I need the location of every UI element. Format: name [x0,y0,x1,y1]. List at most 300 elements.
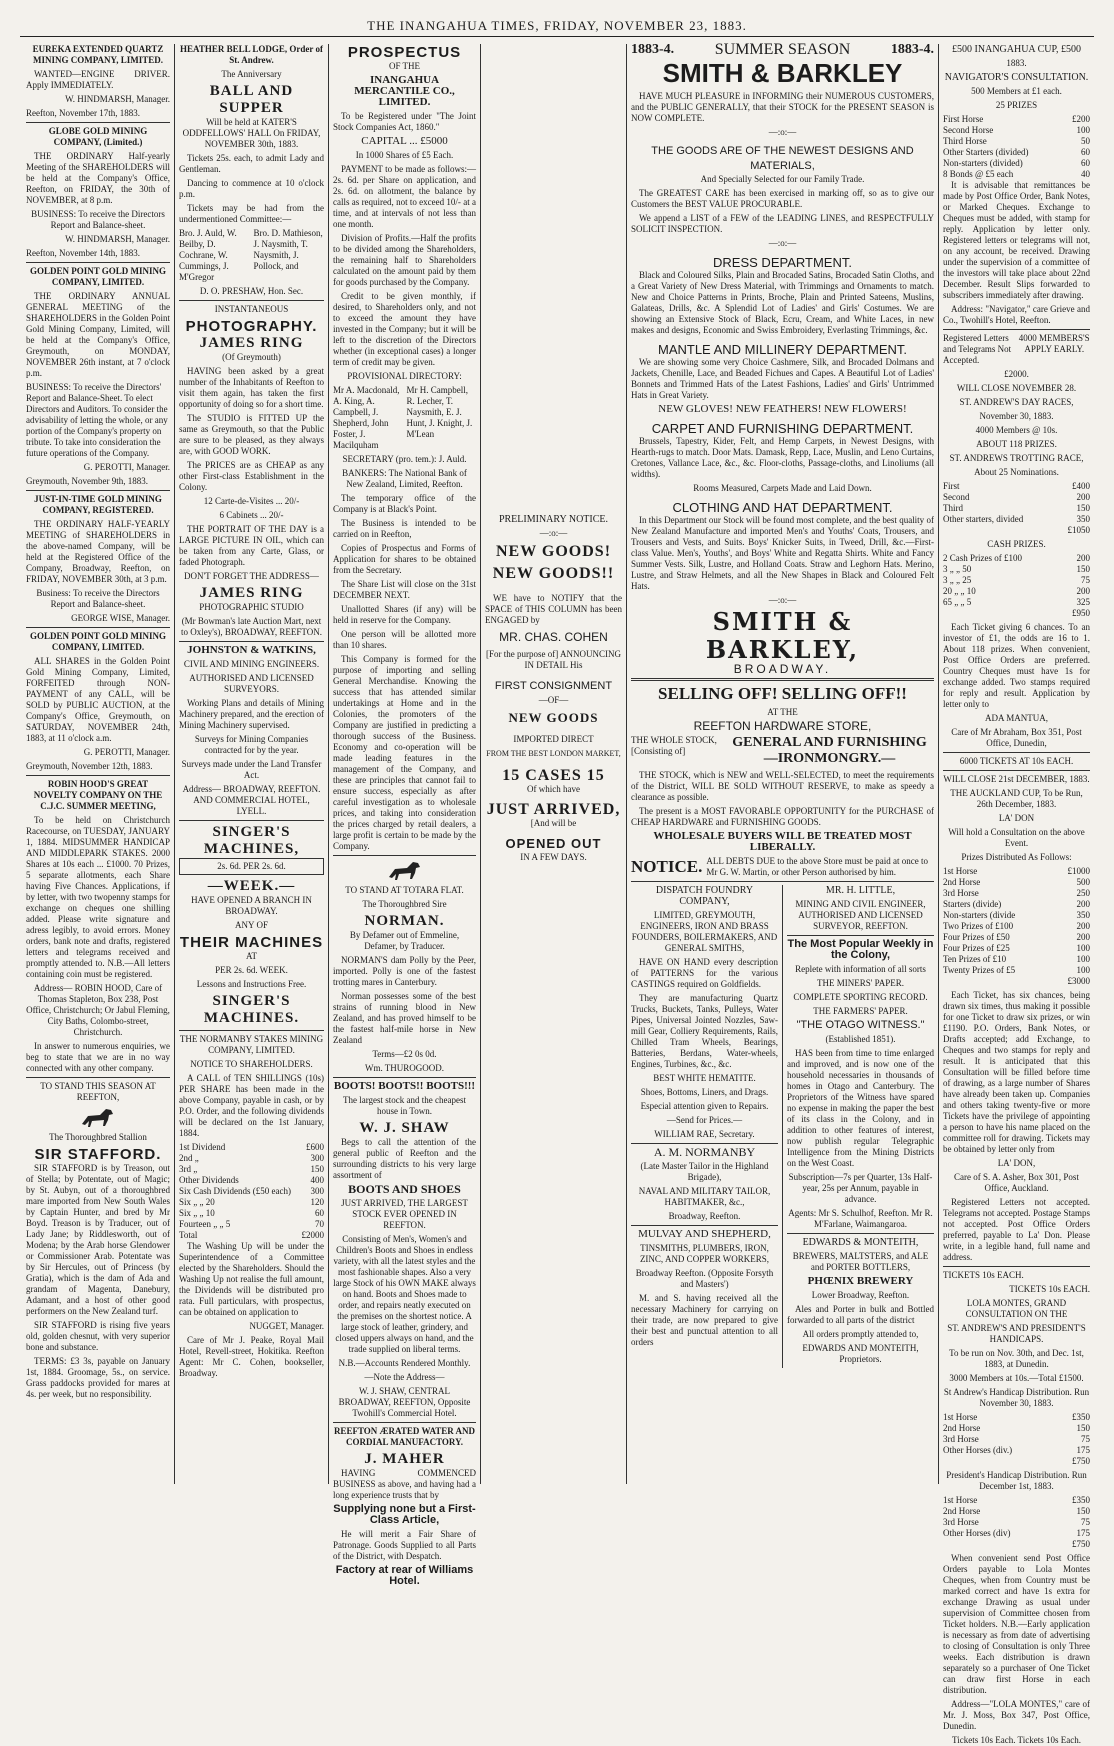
navigator-prizes: 25 PRIZES [995,100,1038,110]
general-furnishing: GENERAL AND FURNISHING —IRONMONGRY.— [732,735,927,766]
little-heading: MR. H. LITTLE, [825,885,896,896]
mulvay-text: M. and S. having received all the necessary Machinery for carrying on their trade, are now prepared to give their best and punctual attention to all orders [631,1293,778,1347]
clothing-heading: CLOTHING AND HAT DEPARTMENT. [672,500,893,515]
registered-amount: £2000. [1004,369,1029,379]
la-don: LA' DON [998,813,1035,823]
prospectus-business: The Business is intended to be carried on in Reefton, [333,518,476,539]
carpet-text: Brussels, Tapestry, Kider, Felt, and Hemp Carpets, in Newest Designs, with Hearth-rugs to match. Door Mats. Damask, Repp, Lace, Muslin, and Leno Curtains, Cretones, Vallance Lace, &c., &c. Floor-cloths, Passage-cloths, and Linoliums (all widths). [631,436,934,479]
jw-text-4: Surveys made under the Land Transfer Act. [181,759,322,780]
dispatch-sub: LIMITED, GREYMOUTH, ENGINEERS, IRON AND BRASS FOUNDERS, BOILERMAKERS, AND GENERAL SMITHS, [631,910,778,953]
list-item-value: 75 [1081,1517,1090,1527]
list-item-value: 200 [1076,921,1090,931]
lola-text: When convenient send Post Office Orders payable to Lola Montes Cheques, when from Country must be marked correct and have 1s extra for exchange Drawing as usual under supervision of Committee chosen from Ticket holders. N.B.—Early application is necessary as from date of advertising to closing of Consultation is only Three weeks. Each distribution is drawn separately so a purchaser of One Ticket can draw first Horse in each distribution. [943,1553,1090,1695]
list-item-value: 300 [310,1153,324,1163]
list-item-label: 3rd „ [179,1164,198,1174]
singer-week: —WEEK.— [207,878,296,894]
list-item [943,965,1090,976]
list-item-label: Four Prizes of £25 [943,943,1010,953]
photo-name: JAMES RING [199,335,304,351]
prospectus-unallotted: Unallotted Shares (if any) will be held in reserve for the Company. [333,604,476,625]
robin-hood-address: Address— ROBIN HOOD, Care of Thomas Stapleton, Box 238, Post Office, Christchurch; Or Jabul Fleming, City Baths, Colombo-street, Christchurch. [26,983,170,1037]
divider [333,855,476,856]
la-don-signature: LA' DON, [997,1158,1036,1168]
lola-run: To be run on Nov. 30th, and Dec. 1st, 1883, at Dunedin. [949,1348,1084,1369]
list-item-value: £600 [306,1142,324,1152]
list-item-value: 150 [1076,1506,1090,1516]
cash-total: £950 [1072,608,1090,618]
prospectus-title: PROSPECTUS [347,44,462,61]
list-item-label: 2 Cash Prizes of £100 [943,553,1022,563]
list-item-value: 100 [1076,954,1090,964]
list-item-value: 200 [1076,586,1090,596]
normanby-dividends [179,1142,324,1241]
divider [943,770,1090,771]
prospectus-company: INANGAHUA MERCANTILE CO., LIMITED. [354,74,455,108]
heather-bell-text: Will be held at KATER'S ODDFELLOWS' HALL On FRIDAY, NOVEMBER 30th, 1883. [182,117,321,149]
list-item [943,921,1090,932]
list-item-value: 70 [315,1219,324,1229]
carpet-heading: CARPET AND FURNISHING DEPARTMENT. [651,421,914,436]
divider [787,935,934,936]
trotting-total: £1050 [1067,525,1090,535]
lola-prize-list-2 [943,1495,1090,1539]
aerated-name: J. MAHER [364,1451,445,1467]
goods-heading: THE GOODS ARE OF THE NEWEST DESIGNS AND MATERIALS, [651,145,914,172]
navigator-address: Address: "Navigator," care Grieve and Co., Twohill's Hotel, Reefton. [943,304,1090,325]
golden-point-2-heading: GOLDEN POINT GOLD MINING COMPANY, LIMITED. [29,631,167,652]
divider [179,1030,324,1031]
list-item [943,1434,1090,1445]
lola-members: 3000 Members at 10s.—Total £1500. [949,1373,1084,1383]
list-item [943,1423,1090,1434]
heather-bell-dance: Dancing to commence at 10 o'clock p.m. [179,178,324,199]
list-item-value: 200 [1076,492,1090,502]
golden-point-2-date: Greymouth, November 12th, 1883. [26,761,153,771]
prospectus-division: Division of Profits.—Half the profits to be divided among the Shareholders, the remaining half to Shareholders calculated on the amount paid by them for goods purchased by the Company. [333,233,476,287]
auckland-close: WILL CLOSE 21st DECEMBER, 1883. [943,774,1090,784]
ornament: —:o:— [768,127,797,137]
list-item [943,553,1090,564]
smith-barkley-title: SMITH & BARKLEY [662,58,903,88]
globe-business: BUSINESS: To receive the Directors Report and Balance-sheet. [31,209,165,230]
auckland-will: Will hold a Consultation on the above Event. [948,827,1085,848]
dispatch-hematite: BEST WHITE HEMATITE. [653,1073,756,1083]
list-item-value: 250 [1076,888,1090,898]
column-5 [626,41,938,1484]
divider [26,122,170,123]
boots-nb: N.B.—Accounts Rendered Monthly. [338,1358,471,1368]
registered-block [943,333,1090,366]
prospectus-office: The temporary office of the Company is at Black's Point. [333,493,476,514]
heather-bell-tickets: Tickets 25s. each, to admit Lady and Gentleman. [179,153,324,174]
cash-prizes-heading: CASH PRIZES. [987,539,1046,549]
photo-text-4: THE PORTRAIT OF THE DAY is a LARGE PICTURE IN OIL, which can be taken from any Carte, Glass, or faded Photograph. [179,524,324,567]
list-item-value: 100 [1076,943,1090,953]
normanby-address: Care of Mr J. Peake, Royal Mail Hotel, Revell-street, Hokitika. Reefton Agent: Mr C. Cohen, bookseller, Broadway. [179,1335,324,1378]
ada-mantua: ADA MANTUA, [985,713,1048,723]
lola-tickets: TICKETS 10s EACH. [943,1270,1024,1280]
just-in-time-business: Business: To receive the Directors Report and Balance-sheet. [36,588,160,609]
list-item-value: 175 [1076,1445,1090,1455]
prospectus-capital: CAPITAL ... £5000 [361,135,448,147]
list-item-label: Other Horses (div.) [943,1445,1013,1455]
list-item [179,1142,324,1153]
photo-price-1: 12 Carte-de-Visites ... 20/- [203,496,300,506]
list-item-label: Six Cash Dividends (£50 each) [179,1186,291,1196]
dispatch-repairs: Especial attention given to Repairs. [640,1101,769,1111]
photo-text-2: The STUDIO is FITTED UP the same as Greymouth, so that the Public are sure to be pleased, as they always are, with GOOD WORK. [179,413,324,456]
list-item-value: 75 [1081,575,1090,585]
selling-off: SELLING OFF! SELLING OFF!! [658,684,907,703]
navigator-text: It is advisable that remittances be made by Post Office Order, Bank Notes, or Marked Cheques. Exchange to Cheques must be added, with stamp for reply. Application by letter only. Registered letters or telegrams will not, on any account, be received. Drawing under the supervision of a committee of the investors will take place about 22nd December. Result Slips forwarded to subscribers immediately after drawing. [943,180,1090,300]
list-item-label: Starters (divide) [943,899,1002,909]
list-item-label: Other Dividends [179,1175,239,1185]
directors-left: Mr A. Macdonald, A. King, A. Campbell, J. Shepherd, John Foster, J. Macilquham [333,385,400,450]
horse-icon [78,1106,118,1130]
list-item [943,503,1090,514]
list-item-value: 200 [1076,553,1090,563]
auckland-prizes-heading: Prizes Distributed As Follows: [961,852,1072,862]
list-item-value: 325 [1076,597,1090,607]
totara-text: NORMAN'S dam Polly by the Peer, imported. Polly is one of the fastest trotting mares in Canterbury. [333,955,476,987]
list-item [943,575,1090,586]
list-item-label: 3rd Horse [943,1434,979,1444]
divider [333,1422,476,1423]
divider [179,300,324,301]
heather-bell-committee: Tickets may be had from the undermentioned Committee:— [179,203,324,224]
jw-text-3: Surveys for Mining Companies contracted for by the year. [194,734,309,755]
singer-machines: THEIR MACHINES [179,934,324,951]
hardware-text-2: The present is a MOST FAVORABLE OPPORTUNITY for the PURCHASE of CHEAP HARDWARE and FURNISHING GOODS. [631,806,934,827]
aerated-factory: Factory at rear of Williams Hotel. [335,1564,474,1587]
masthead-rule [20,36,1094,37]
boots-list: Consisting of Men's, Women's and Children's Boots and Shoes in endless variety, with all the latest styles and the most fashionable shapes. Also a very large Stock of his OWN MAKE always on hand. Boots and Shoes made to order, and repairs neatly executed on the premises on the shortest notice. A large stock of leather, grindery, and closed uppers always on hand, and the trade supplied on liberal terms. [333,1234,476,1354]
carpet-rooms: Rooms Measured, Carpets Made and Laid Down. [693,483,872,493]
stand-sub: The Thoroughbred Stallion [49,1132,147,1142]
photo-studio-address: (Mr Bowman's late Auction Mart, next to Oxley's), BROADWAY, REEFTON. [181,616,322,637]
list-item [179,1186,324,1197]
sporting-record: COMPLETE SPORTING RECORD. [793,992,928,1002]
singer-at: AT [246,951,257,961]
ornament: —:o:— [768,595,797,605]
list-item [943,114,1090,125]
boots-text: Begs to call the attention of the general public of Reefton and the surrounding districts to his very large assortment of [333,1137,476,1180]
edwards-text: BREWERS, MALTSTERS, and ALE and PORTER BOTTLERS, [792,1251,929,1272]
dispatch-heading: DISPATCH FOUNDRY COMPANY, [655,885,754,907]
list-item-label: 1st Horse [943,1412,978,1422]
little-text: MINING AND CIVIL ENGINEER, AUTHORISED AND LICENSED SURVEYOR, REEFTON. [795,899,926,931]
of: —OF— [538,695,569,705]
list-item-value: £1000 [1067,866,1090,876]
list-item [179,1208,324,1219]
list-item [179,1219,324,1230]
list-item [179,1153,324,1164]
mantle-new: NEW GLOVES! NEW FEATHERS! NEW FLOWERS! [658,403,907,415]
list-item [943,1528,1090,1539]
lola-prize-list-1 [943,1412,1090,1456]
list-item [179,1175,324,1186]
tickets-heading: 6000 TICKETS AT 10s EACH. [959,756,1074,766]
summer-season-banner [631,41,934,58]
dispatch-text: HAVE ON HAND every description of PATTERNS for the various CASTINGS required on Goldfields. [631,957,778,989]
list-item-value: 75 [1081,1434,1090,1444]
golden-point-text: THE ORDINARY ANNUAL GENERAL MEETING of the SHAREHOLDERS in the Golden Point Gold Mining Company, Limited, will be held at the Company's Office, Greymouth, on MONDAY, NOVEMBER 26th instant, at 7 o'clock p.m. [26,291,170,378]
list-item [943,899,1090,910]
prospectus-payment: PAYMENT to be made as follows:— 2s. 6d. per Share on application, and 2s. 6d. on allotment, the balance by calls as required, not to exceed 10/- at a time, and at intervals of not less than one month. [333,164,476,229]
divider [943,752,1090,753]
will-close: WILL CLOSE NOVEMBER 28. [956,383,1077,393]
divider [631,881,934,882]
boots-name: W. J. SHAW [359,1120,450,1136]
aerated-supply: Supplying none but a First-Class Article, [333,1503,476,1526]
photo-text-3: The PRICES are as CHEAP as any other First-class Establishment in the Colony. [179,460,324,492]
golden-point-business: BUSINESS: To receive the Directors' Report and Balance-Sheet. To elect Directors and Auditors. To consider the advisability of letting the whole, or any portion of the Company's property on tribute. To take into consideration the future operations of the Company. [26,382,168,458]
list-item-label: Total [179,1230,198,1240]
miners-paper: THE MINERS' PAPER. [816,978,905,988]
list-item-label: 2nd „ [179,1153,199,1163]
list-item-value: 350 [1076,910,1090,920]
photo-forget: DON'T FORGET THE ADDRESS— [184,571,319,581]
normanby-tailor-trade: NAVAL AND MILITARY TAILOR, HABITMAKER, &c., [638,1186,771,1207]
list-item-label: Other Starters (divided) [943,147,1029,157]
list-item-label: Non-starters (divided) [943,158,1023,168]
boots-arrived: JUST ARRIVED, THE LARGEST STOCK EVER OPENED IN REEFTON. [341,1198,468,1230]
robin-hood-heading: ROBIN HOOD'S GREAT NOVELTY COMPANY ON THE C.J.C. SUMMER MEETING, [33,779,163,811]
list-item-label: 3rd Horse [943,888,979,898]
cohen-text: WE have to NOTIFY that the SPACE of THIS COLUMN has been ENGAGED by [485,593,622,625]
lola-total-1: £750 [1072,1456,1090,1466]
committee-names-left: Bro. J. Auld, W. Beilby, D. Cochrane, W. Cummings, J. M'Gregor [179,228,237,282]
list-item [943,1445,1090,1456]
lola-tickets-2: TICKETS 10s EACH. [1009,1284,1090,1294]
list-item-value: 175 [1076,1528,1090,1538]
aerated-text: HAVING COMMENCED BUSINESS as above, and having had a long experience trusts that by [333,1468,476,1500]
lola-total-2: £750 [1072,1539,1090,1549]
trotting-prize-list [943,481,1090,525]
at-the: AT THE [767,707,798,717]
list-item-label: 3rd Horse [943,1517,979,1527]
auckland-total: £3000 [1067,976,1090,986]
list-item-value: 300 [310,1186,324,1196]
normanby-tailor-name: A. M. NORMANBY [653,1145,756,1159]
season-left: 1883-4. [631,42,675,57]
list-item-label: 65 „ „ 5 [943,597,972,607]
fifteen-cases: 15 CASES 15 [502,767,605,784]
wanted-ad: WANTED—ENGINE DRIVER. Apply IMMEDIATELY. [26,69,170,90]
divider [179,820,324,821]
and-will-be: [And will be [530,818,577,828]
mantle-heading: MANTLE AND MILLINERY DEPARTMENT. [658,342,907,357]
globe-text: THE ORDINARY Half-yearly Meeting of the SHAREHOLDERS will be held at the Company's Office, Reefton, on FRIDAY, the 30th of NOVEMBER, at 8 p.m. [26,151,170,205]
clothing-text: In this Department our Stock will be found most complete, and the best quality of New Zealand Manufacture and imported Men's and Youths' Coats, Trousers, and Trousers and Vests, and Suits. Boys' Knicker Suits, in Tweed, Drill, &c.—First-class Value. Men's, Youths', and Boys' White and Regatta Shirts. White and Fancy Summer Vests. Silk, Lustre, and Holland Coats. Straw and Leghorn Hats. Merino, Lustre, and Straw Helmets, and all the New Shapes in Black and Coloured Felt Hats. [631,515,934,591]
list-item [943,954,1090,965]
farmers-paper: THE FARMERS' PAPER. [813,1006,908,1016]
few-days: IN A FEW DAYS. [520,852,587,862]
dress-text: Black and Coloured Silks, Plain and Brocaded Satins, Brocaded Satin Cloths, and a Great Variety of New Dress Material, with Trimmings and Ornaments to match. New and Choice Patterns in Prints, Broche, Plain and Printed Sateens, Muslins, Galateas, Drills, &c. A Splendid Lot of Ladies' and Girls' Costumes. We are showing an Extensive Stock of Black, Ecru, Cream, and White Laces, in new makes and designs, Economic and Swiss Embroidery, Everlasting Trimmings, &c. [631,270,934,335]
divider [26,775,170,776]
list-item-value: £400 [1072,481,1090,491]
season-middle: SUMMER SEASON [714,41,851,58]
list-item [943,158,1090,169]
dispatch-signature: WILLIAM RAE, Secretary. [654,1129,755,1139]
list-item-label: Four Prizes of £50 [943,932,1010,942]
column-1 [22,44,174,1484]
totara-by: By Defamer out of Emmeline, Defamer, by Traducer. [349,930,460,951]
aerated-text-2: He will merit a Fair Share of Patronage. Goods Supplied to all Parts of the District, with Despatch. [333,1529,476,1561]
divider [943,1266,1090,1267]
wholesale-buyers: WHOLESALE BUYERS WILL BE TREATED MOST LIBERALLY. [653,830,912,853]
navigator-members: 500 Members at £1 each. [971,86,1062,96]
heather-bell-title: BALL AND SUPPER [209,83,294,116]
notice-text: ALL DEBTS DUE to the above Store must be paid at once to Mr G. W. Martin, or other Person authorised by him. [706,856,928,877]
prospectus-copies: Copies of Prospectus and Forms of Application for shares to be obtained from the Secretary. [333,543,476,575]
list-item-label: Third Horse [943,136,987,146]
dispatch-text-2: They are manufacturing Quartz Trucks, Buckets, Tanks, Pulleys, Water Pipes, Universal Jointed Nozzles, Saw-mill Gear, Colliery Requirements, Rails, Chilled Tram Wheels, Bearings, Batteries, Berdans, Water-wheels, Engines, Turbines, &c., &c. [631,993,778,1069]
list-item-label: Six „ „ 10 [179,1208,215,1218]
list-item-label: 2nd Horse [943,1423,981,1433]
smith-barkley-intro: HAVE MUCH PLEASURE in INFORMING their NUMEROUS CUSTOMERS, and the PUBLIC GENERALLY, that their STOCK for the PRESENT SEASON is NOW COMPLETE. [631,91,934,123]
cash-text: Each Ticket giving 6 chances. To an investor of £1, the odds are 16 to 1. About 118 prizes. When convenient, Post Office Orders are preferred. Country Cheques must have 1s for exchange added. Two stamps required for reply and result. Application by letter only to [943,622,1090,709]
singer-title: SINGER'S MACHINES, [203,824,300,857]
list-item-label: First [943,481,960,491]
hardware-text: THE STOCK, which is NEW and WELL-SELECTED, to meet the requirements of the District, WILL BE SOLD WITHOUT RESERVE, to make as speedy a clearance as possible. [631,770,934,802]
list-item [943,492,1090,503]
prospectus-registration: To be Registered under "The Joint Stock Companies Act, 1860." [333,111,476,132]
dispatch-shoes: Shoes, Bottoms, Liners, and Drags. [640,1087,769,1097]
normanby-tailor-sub: (Late Master Tailor in the Highland Brigade), [640,1161,769,1182]
photo-text: HAVING been asked by a great number of the Inhabitants of Reefton to visit them again, has taken the first opportunity of doing so for a short time. [179,366,324,409]
cash-prize-list [943,553,1090,608]
singer-price: 2s. 6d. PER 2s. 6d. [179,858,324,875]
globe-heading: GLOBE GOLD MINING COMPANY, (Limited.) [48,126,148,147]
prospectus-secretary: SECRETARY (pro. tem.): J. Auld. [342,454,467,464]
photo-sub: (Of Greymouth) [222,352,281,362]
mulvay-sub: TINSMITHS, PLUMBERS, IRON, ZINC, AND COPPER WORKERS, [639,1243,770,1264]
totara-terms: Terms—£2 0s 0d. [372,1049,437,1059]
lola-address: Address—"LOLA MONTES," care of Mr. J. Moss, Box 347, Post Office, Dunedin. [943,1699,1090,1731]
prospectus-text: This Company is formed for the purpose of importing and selling General Merchandise. Knowing the success that has attended similar undertakings at Home and in the Colonies, the promoters of the Company are justified in predicting a thorough success of the Business. Economy and co-operation will be made leading features in the management of the Company, and these are principles that cannot fail to ensure success, especially as after careful investigation as to wholesale prices, and taking into consideration the prices charged by retail dealers, a large profit is certain to be made by the Company. [333,654,476,851]
edwards-orders: All orders promptly attended to, [802,1329,919,1339]
edwards-address: Lower Broadway, Reefton. [811,1290,910,1300]
list-item [943,932,1090,943]
list-item [943,943,1090,954]
masthead: THE INANGAHUA TIMES, FRIDAY, NOVEMBER 23, 1883. [367,18,747,33]
stand-heading: TO STAND THIS SEASON AT REEFTON, [40,1081,156,1102]
singer-lessons: Lessons and Instructions Free. [196,979,307,989]
ornament: —:o:— [768,238,797,248]
list-item-value: 100 [1076,965,1090,975]
established: (Established 1851). [825,1034,896,1044]
list-item-label: Non-starters (divide [943,910,1016,920]
column-3 [328,44,480,1587]
list-item-value: 60 [1081,158,1090,168]
list-item-value: 150 [1076,503,1090,513]
edwards-signature: EDWARDS AND MONTEITH, Proprietors. [802,1343,919,1364]
auckland-text: Each Ticket, has six chances, being drawn six times, thus making it possible for one Ticket to draw six prizes, or win £1190. P.O. Orders, Bank Notes, or Drafts accepted; add Exchange, to Cheques and two stamps for reply and result. It is anticipated that this Consultation will be filled before time of drawing, as a large number of Shares have already been taken up. Companies and others taking twenty-five or more Tickets have the privilege of appointing a person to have his name placed on the committee roll for drawing. Tickets may be obtained by letter only from [943,990,1090,1154]
column-2 [174,44,328,1484]
divider [26,627,170,628]
totara-signature: Wm. THUROGOOD. [364,1063,445,1073]
totara-text-2: Norman possesses some of the best strains of running blood in New Zealand, and has proved himself to be the fastest half-mile horse in New Zealand [333,991,476,1045]
prospectus-one: One person will be allotted more than 10 shares. [333,629,476,650]
preliminary-notice: PRELIMINARY NOTICE. [498,514,609,525]
globe-date: Reefton, November 14th, 1883. [26,248,140,258]
divider [26,1077,170,1078]
horse-icon [385,859,425,883]
registered-right: 4000 MEMBERS'S APPLY EARLY. [1018,333,1090,354]
photo-name-2: JAMES RING [199,585,304,601]
most-popular: The Most Popular Weekly in the Colony, [787,938,934,961]
list-item-label: 3 „ „ 50 [943,564,972,574]
photo-studio: PHOTOGRAPHIC STUDIO [199,602,304,612]
jw-text: AUTHORISED AND LICENSED SURVEYORS. [189,673,314,694]
edwards-text-2: Ales and Porter in bulk and Bottled forwarded to all parts of the district [787,1304,934,1325]
list-item [943,564,1090,575]
otago-witness: "THE OTAGO WITNESS." [796,1019,925,1031]
lola-presidents: President's Handicap Distribution. Run December 1st, 1883. [946,1470,1087,1491]
jw-sub: CIVIL AND MINING ENGINEERS. [183,659,320,669]
list-item-value: 60 [315,1208,324,1218]
golden-point-heading: GOLDEN POINT GOLD MINING COMPANY, LIMITED. [29,266,167,287]
list-item-label: Ten Prizes of £10 [943,954,1007,964]
members: 4000 Members @ 10s. [975,425,1058,435]
list-item-value: 150 [310,1164,324,1174]
race-date: November 30, 1883. [979,411,1054,421]
singer-per: PER 2s. 6d. WEEK. [215,965,288,975]
edwards-heading: EDWARDS & MONTEITH, [802,1237,919,1248]
mantle-text: We are showing some very Choice Cashmere, Silk, and Brocaded Dolmans and Jackets, Chenille, Lace, and Beaded Fichues and Capes. A Beautiful Lot of Ladies' Bonnets and Trimmed Hats of the Latest Fashions, Ladies' and Girls' Untrimmed Hats in Great Variety. [631,357,934,400]
replete: Replete with information of all sorts [795,964,926,974]
boots-note: —Note the Address— [364,1372,445,1382]
ornament: —:o:— [539,528,568,538]
list-item [179,1230,324,1241]
list-item-value: £200 [1072,114,1090,124]
notice-block [631,856,934,878]
divider [787,1233,934,1234]
smith-barkley-big: SMITH & BARKLEY, [705,607,860,664]
prospectus-shares: In 1000 Shares of £5 Each. [355,150,454,160]
list-item-label: Other Horses (div) [943,1528,1011,1538]
list-item [943,1412,1090,1423]
just-in-time-heading: JUST-IN-TIME GOLD MINING COMPANY, REGISTERED. [34,494,162,515]
list-item-value: 60 [1081,147,1090,157]
boots-heading: BOOTS! BOOTS!! BOOTS!!! [333,1080,476,1092]
list-item [943,877,1090,888]
heather-bell-sub: The Anniversary [221,69,282,79]
stand-text-2: SIR STAFFORD is rising five years old, golden chesnut, with very superior bone and substance. [26,1320,170,1352]
list-item [943,910,1090,921]
divider [26,262,170,263]
subscription: Subscription—7s per Quarter, 13s Half-year, 25s per Annum, payable in advance. [788,1172,933,1204]
st-andrews-day: ST. ANDREW'S DAY RACES, [959,397,1074,407]
list-item [943,125,1090,136]
goods-text-2: We append a LIST of a FEW of the LEADING LINES, and RESPECTFULLY SOLICIT INSPECTION. [631,213,934,234]
list-item-value: 100 [1076,125,1090,135]
stand-name: SIR STAFFORD. [34,1146,162,1163]
goods-sub: And Specially Selected for our Family Trade. [700,174,865,184]
list-item [943,1517,1090,1528]
normanby-text-2: The Washing Up will be under the Superintendence of a Committee elected by the Shareholders. Should the Washing Up not realise the full amount, the Dividends will be distributed pro rata. Full particulars, with prospectus, can be obtained on application to [179,1241,324,1317]
column-6 [938,44,1094,1745]
list-item [943,169,1090,180]
auckland-prize-list [943,866,1090,976]
prospectus-directors [333,385,476,451]
divider [26,490,170,491]
list-item-value: 500 [1076,877,1090,887]
blank-space [485,44,622,514]
trotting-race: ST. ANDREWS TROTTING RACE, [949,453,1084,463]
normanby-text: A CALL of TEN SHILLINGS (10s) PER SHARE has been made in the above Company, payable in cash, or by P.O. Order, and the following dividends will be declared on the 1st January, 1884. [179,1073,324,1138]
